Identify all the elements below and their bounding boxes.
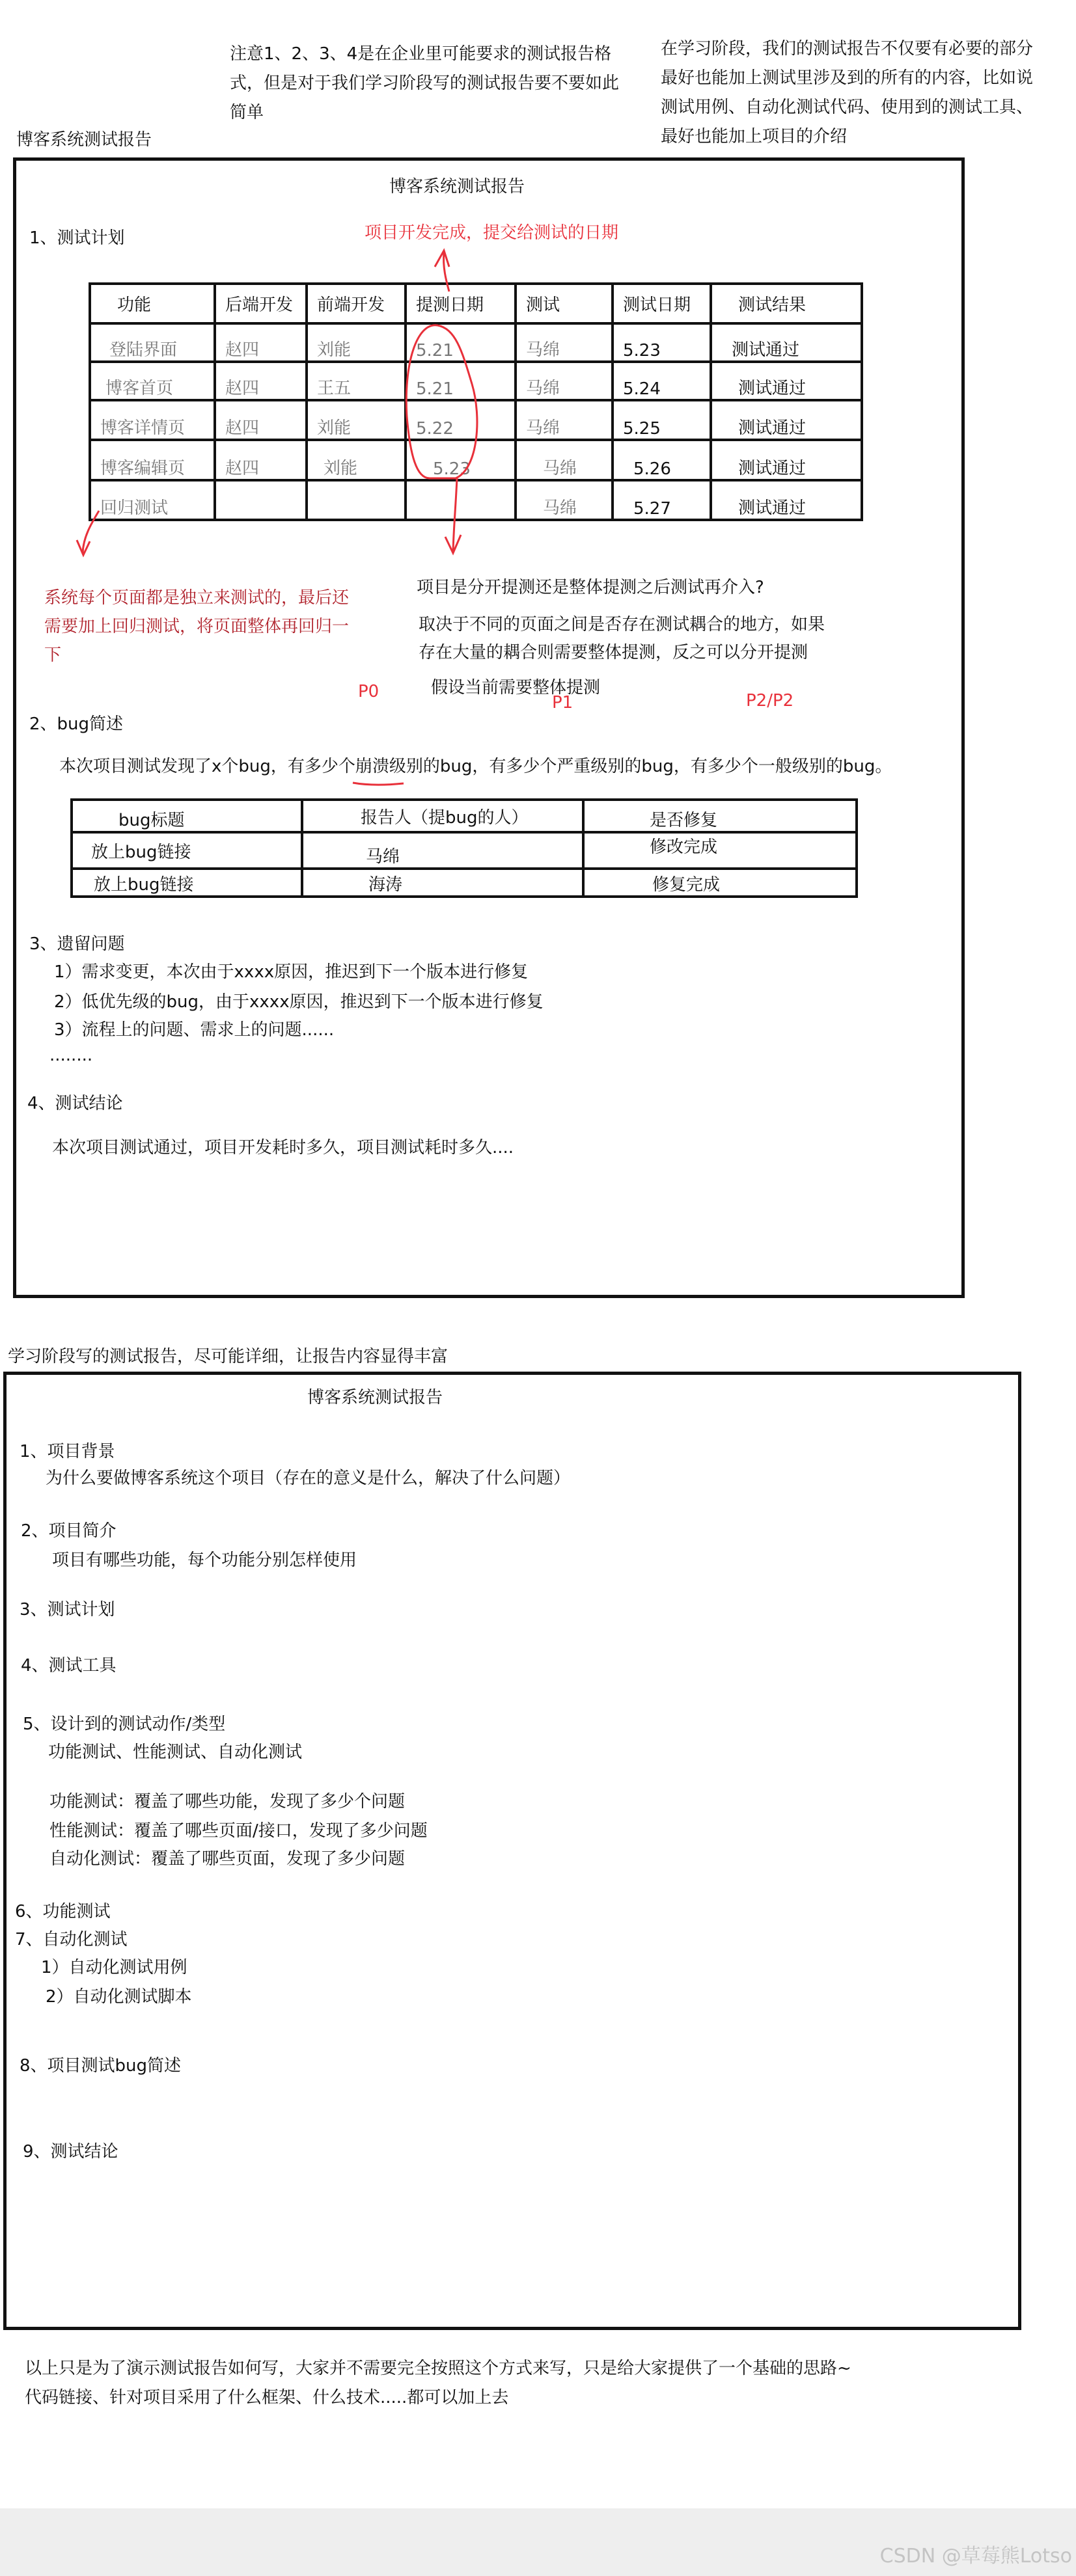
- bug-link-cell[interactable]: 放上bug链接: [72, 869, 302, 897]
- header-cell: 提测日期: [406, 284, 516, 323]
- issue-ellipsis: ........: [49, 1046, 93, 1065]
- header-cell: 是否修复: [583, 800, 857, 832]
- note-left-line1: 注意1、2、3、4是在企业里可能要求的测试报告格: [230, 44, 612, 64]
- section-bug-summary-2: 8、项目测试bug简述: [20, 2056, 182, 2076]
- regression-note-line3: 下: [44, 645, 62, 665]
- section-conclusion: 4、测试结论: [27, 1094, 123, 1113]
- table-row: [90, 440, 862, 480]
- cell: 马绵: [516, 400, 613, 440]
- background-text: 为什么要做博客系统这个项目（存在的意义是什么，解决了什么问题）: [46, 1469, 571, 1488]
- section-background: 1、项目背景: [20, 1442, 115, 1461]
- cell: 马绵: [516, 323, 613, 362]
- cell: 5.25: [613, 400, 711, 440]
- cell: 博客首页: [90, 362, 215, 400]
- header-cell: 后端开发: [215, 284, 307, 323]
- automation-item: 1）自动化测试用例: [41, 1958, 187, 1977]
- header-cell: bug标题: [72, 800, 302, 832]
- cell: 马绵: [516, 440, 613, 480]
- header-cell: 前端开发: [307, 284, 406, 323]
- cell: 测试通过: [711, 440, 862, 480]
- crash-level-text: 崩溃级别: [355, 757, 423, 776]
- p1-label: P1: [552, 693, 573, 712]
- section-bug-summary: 2、bug简述: [29, 714, 124, 734]
- table-row: [90, 400, 862, 440]
- section-conclusion-2: 9、测试结论: [23, 2142, 118, 2162]
- cell: 博客详情页: [90, 400, 215, 440]
- test-types-text: 功能测试、性能测试、自动化测试: [48, 1742, 303, 1762]
- table-row: [90, 362, 862, 400]
- answer-line1: 取决于不同的页面之间是否存在测试耦合的地方，如果: [419, 615, 825, 634]
- footer-band: [0, 2508, 1076, 2576]
- submit-date-annotation: 项目开发完成，提交给测试的日期: [365, 223, 619, 243]
- note-right-line4: 最好也能加上项目的介绍: [661, 127, 848, 146]
- cell: 5.23: [406, 440, 516, 480]
- cell: 修改完成: [583, 832, 857, 869]
- cell: 测试通过: [711, 362, 862, 400]
- section-test-plan: 1、测试计划: [29, 228, 125, 248]
- note-right-line1: 在学习阶段，我们的测试报告不仅要有必要的部分: [661, 39, 1034, 59]
- bug-summary-text: [59, 755, 892, 778]
- issue-item: 2）低优先级的bug，由于xxxx原因，推迟到下一个版本进行修复: [54, 992, 544, 1012]
- section-functional-test: 6、功能测试: [15, 1902, 111, 1921]
- issue-item: 1）需求变更，本次由于xxxx原因，推迟到下一个版本进行修复: [54, 962, 529, 982]
- table-row: [72, 869, 857, 897]
- submit-question: 项目是分开提测还是整体提测之后测试再介入?: [417, 578, 764, 597]
- cell: 赵四: [215, 323, 307, 362]
- header-cell: 测试日期: [613, 284, 711, 323]
- cell: 测试通过: [711, 480, 862, 520]
- cell: 测试通过: [711, 323, 862, 362]
- cell: 马绵: [516, 362, 613, 400]
- note-right-line3: 测试用例、自动化测试代码、使用到的测试工具、: [661, 98, 1034, 117]
- intro-text: 项目有哪些功能，每个功能分别怎样使用: [52, 1551, 357, 1570]
- cell: 5.21: [406, 362, 516, 400]
- bug-summary-part: 本次项目测试发现了x个bug，有多少个: [59, 757, 355, 776]
- csdn-watermark: CSDN @草莓熊Lotso: [879, 2545, 1072, 2568]
- table-header-row: [72, 800, 857, 832]
- cell: 回归测试: [90, 480, 215, 520]
- cell: 刘能: [307, 400, 406, 440]
- closing-line1: 以上只是为了演示测试报告如何写，大家并不需要完全按照这个方式来写，只是给大家提供了一个基础的思路~: [25, 2359, 851, 2378]
- section-remaining-issues: 3、遗留问题: [29, 934, 125, 954]
- cell: 王五: [307, 362, 406, 400]
- cell: 5.26: [613, 440, 711, 480]
- table-row: [90, 480, 862, 520]
- table-row: [72, 832, 857, 869]
- cell: 修复完成: [583, 869, 857, 897]
- p2-label: P2/P2: [746, 691, 794, 711]
- report2-title: 博客系统测试报告: [307, 1388, 443, 1407]
- header-cell: 测试: [516, 284, 613, 323]
- cell: 5.27: [613, 480, 711, 520]
- cell: [406, 480, 516, 520]
- bug-summary-part: 的bug，有多少个严重级别的bug，有多少个一般级别的bug。: [422, 757, 892, 776]
- section-test-types: 5、设计到的测试动作/类型: [23, 1715, 226, 1734]
- section-test-plan-2: 3、测试计划: [20, 1600, 115, 1620]
- cell: [215, 480, 307, 520]
- cell: 5.22: [406, 400, 516, 440]
- closing-line2: 代码链接、针对项目采用了什么框架、什么技术.....都可以加上去: [25, 2388, 509, 2407]
- report1-title: 博客系统测试报告: [389, 177, 525, 197]
- note-right-line2: 最好也能加上测试里涉及到的所有的内容，比如说: [661, 68, 1034, 88]
- cell: 马绵: [302, 832, 583, 869]
- regression-note-line2: 需要加上回归测试，将页面整体再回归一: [44, 617, 350, 636]
- cell: 马绵: [516, 480, 613, 520]
- cell: 刘能: [307, 440, 406, 480]
- cell: 赵四: [215, 440, 307, 480]
- bug-table: [70, 798, 858, 898]
- report2-label: 学习阶段写的测试报告，尽可能详细，让报告内容显得丰富: [8, 1347, 448, 1366]
- cell: 5.23: [613, 323, 711, 362]
- p0-label: P0: [358, 682, 379, 701]
- cell: 测试通过: [711, 400, 862, 440]
- assumption-text: 假设当前需要整体提测: [431, 678, 601, 698]
- header-cell: 功能: [90, 284, 215, 323]
- cell: 5.24: [613, 362, 711, 400]
- conclusion-text: 本次项目测试通过，项目开发耗时多久，项目测试耗时多久....: [52, 1138, 514, 1158]
- regression-note-line1: 系统每个页面都是独立来测试的，最后还: [44, 588, 350, 608]
- table-header-row: [90, 284, 862, 323]
- table-row: [90, 323, 862, 362]
- test-type-detail: 自动化测试：覆盖了哪些页面，发现了多少问题: [49, 1849, 406, 1869]
- cell: 赵四: [215, 400, 307, 440]
- bug-link-cell[interactable]: 放上bug链接: [72, 832, 302, 869]
- note-left-line3: 简单: [230, 103, 264, 122]
- automation-item: 2）自动化测试脚本: [46, 1987, 192, 2007]
- section-test-tools: 4、测试工具: [21, 1656, 117, 1675]
- cell: 5.21: [406, 323, 516, 362]
- cell: 博客编辑页: [90, 440, 215, 480]
- report1-label: 博客系统测试报告: [16, 130, 152, 150]
- test-plan-table: [89, 282, 863, 521]
- cell: 刘能: [307, 323, 406, 362]
- answer-line2: 存在大量的耦合则需要整体提测，反之可以分开提测: [419, 643, 808, 662]
- test-type-detail: 功能测试：覆盖了哪些功能，发现了多少个问题: [49, 1792, 406, 1811]
- cell: 赵四: [215, 362, 307, 400]
- section-intro: 2、项目简介: [21, 1521, 117, 1541]
- header-cell: 报告人（提bug的人）: [302, 800, 583, 832]
- note-left-line2: 式，但是对于我们学习阶段写的测试报告要不要如此: [230, 74, 620, 93]
- section-automation-test: 7、自动化测试: [15, 1930, 128, 1949]
- cell: 海涛: [302, 869, 583, 897]
- cell: [307, 480, 406, 520]
- test-type-detail: 性能测试：覆盖了哪些页面/接口，发现了多少问题: [49, 1821, 428, 1841]
- header-cell: 测试结果: [711, 284, 862, 323]
- issue-item: 3）流程上的问题、需求上的问题......: [54, 1020, 335, 1040]
- cell: 登陆界面: [90, 323, 215, 362]
